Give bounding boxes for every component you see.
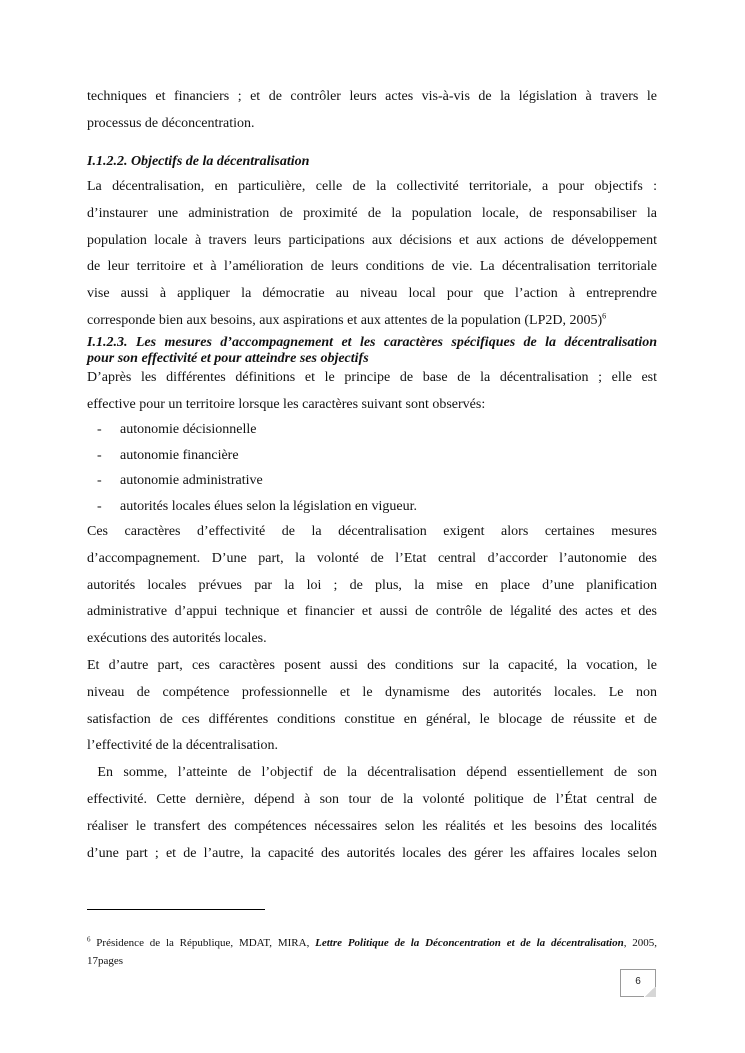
intro-paragraph [87,84,657,138]
text-span: corresponde bien aux besoins, aux aspirations et aux attentes de la population (LP2D, 2005) [87,312,603,328]
section-paragraph [87,174,657,335]
footnote-reference[interactable]: 6 [602,311,607,321]
heading-line: pour son effectivité et pour atteindre ses objectifs [87,351,369,366]
footnote-title: Lettre Politique de la Déconcentration et de la décentralisation [315,937,624,949]
text-line: satisfaction de ces différentes conditions constitue en général, le blocage de réussite et de [87,711,657,727]
list-item-text: autorités locales élues selon la législation en vigueur. [120,498,418,514]
footnote [87,934,657,970]
section-paragraph [87,519,657,867]
text-line: processus de déconcentration. [87,115,255,131]
text-line: Ces caractères d’effectivité de la décentralisation exigent alors certaines mesures [87,524,657,539]
text-line [87,308,657,335]
section-paragraph [87,365,657,419]
section-heading: I.1.2.2. Objectifs de la décentralisation [87,154,310,169]
text-line: D’après les différentes définitions et le principe de base de la décentralisation ; elle est [87,370,657,385]
text-line: d’une part ; et de l’autre, la capacité des autorités locales des gérer les affaires locales selon [87,845,657,861]
text-line: vise aussi à appliquer la démocratie au niveau local pour que l’action à entreprendre [87,286,657,302]
page-number: 6 [635,976,641,987]
dash-bullet: - [97,447,102,463]
text-line: l’effectivité de la décentralisation. [87,738,278,754]
footnote-text: Présidence de la République, MDAT, MIRA, [90,937,316,949]
dash-bullet: - [97,498,102,514]
list-item-text: autonomie administrative [120,473,263,489]
text-line: exécutions des autorités locales. [87,631,267,647]
heading-line: I.1.2.3. Les mesures d’accompagnement et les caractères spécifiques de la décentralisation [87,335,657,350]
criteria-list [97,417,417,519]
text-line: effective pour un territoire lorsque les caractères suivant sont observés: [87,396,486,412]
footnote-number: 6 [87,935,91,944]
text-line: La décentralisation, en particulière, celle de la collectivité territoriale, a pour objectifs : [87,179,657,194]
page-number-box [620,969,656,997]
text-line: administrative d’appui technique et financier et aussi de contrôle de légalité des actes et des [87,604,657,620]
list-item [97,443,417,469]
list-item [97,468,417,494]
list-item [97,417,417,443]
footnote-line: 17pages [87,955,124,967]
text-line: réaliser le transfert des compétences nécessaires selon les réalités et les besoins des localités [87,818,657,834]
dash-bullet: - [97,473,102,489]
text-line: d’instaurer une administration de proximité de la population locale, de responsabiliser la [87,205,657,221]
page-curl-icon [644,987,656,997]
footnote-separator [87,909,265,910]
text-line: autorités locales prévues par la loi ; de plus, la mise en place d’une planification [87,577,657,593]
text-line: effectivité. Cette dernière, dépend à son tour de la volonté politique de l’État central de [87,791,657,807]
dash-bullet: - [97,422,102,437]
text-line: de leur territoire et à l’amélioration de leurs conditions de vie. La décentralisation territoriale [87,259,657,275]
section-heading [87,335,657,367]
text-line: d’accompagnement. D’une part, la volonté de l’Etat central d’accorder l’autonomie des [87,550,657,566]
list-item-text: autonomie décisionnelle [120,422,257,437]
text-line: niveau de compétence professionnelle et le dynamisme des autorités locales. Le non [87,684,657,700]
text-line: En somme, l’atteinte de l’objectif de la décentralisation dépend essentiellement de son [87,765,657,781]
text-line: population locale à travers leurs participations aux décisions et aux actions de développement [87,232,657,248]
list-item-text: autonomie financière [120,447,239,463]
text-line: techniques et financiers ; et de contrôler leurs actes vis-à-vis de la législation à travers le [87,89,657,104]
footnote-text: , 2005, [623,937,658,949]
list-item [97,494,417,520]
footnote-line [87,934,657,952]
text-line: Et d’autre part, ces caractères posent aussi des conditions sur la capacité, la vocation, le [87,657,657,673]
